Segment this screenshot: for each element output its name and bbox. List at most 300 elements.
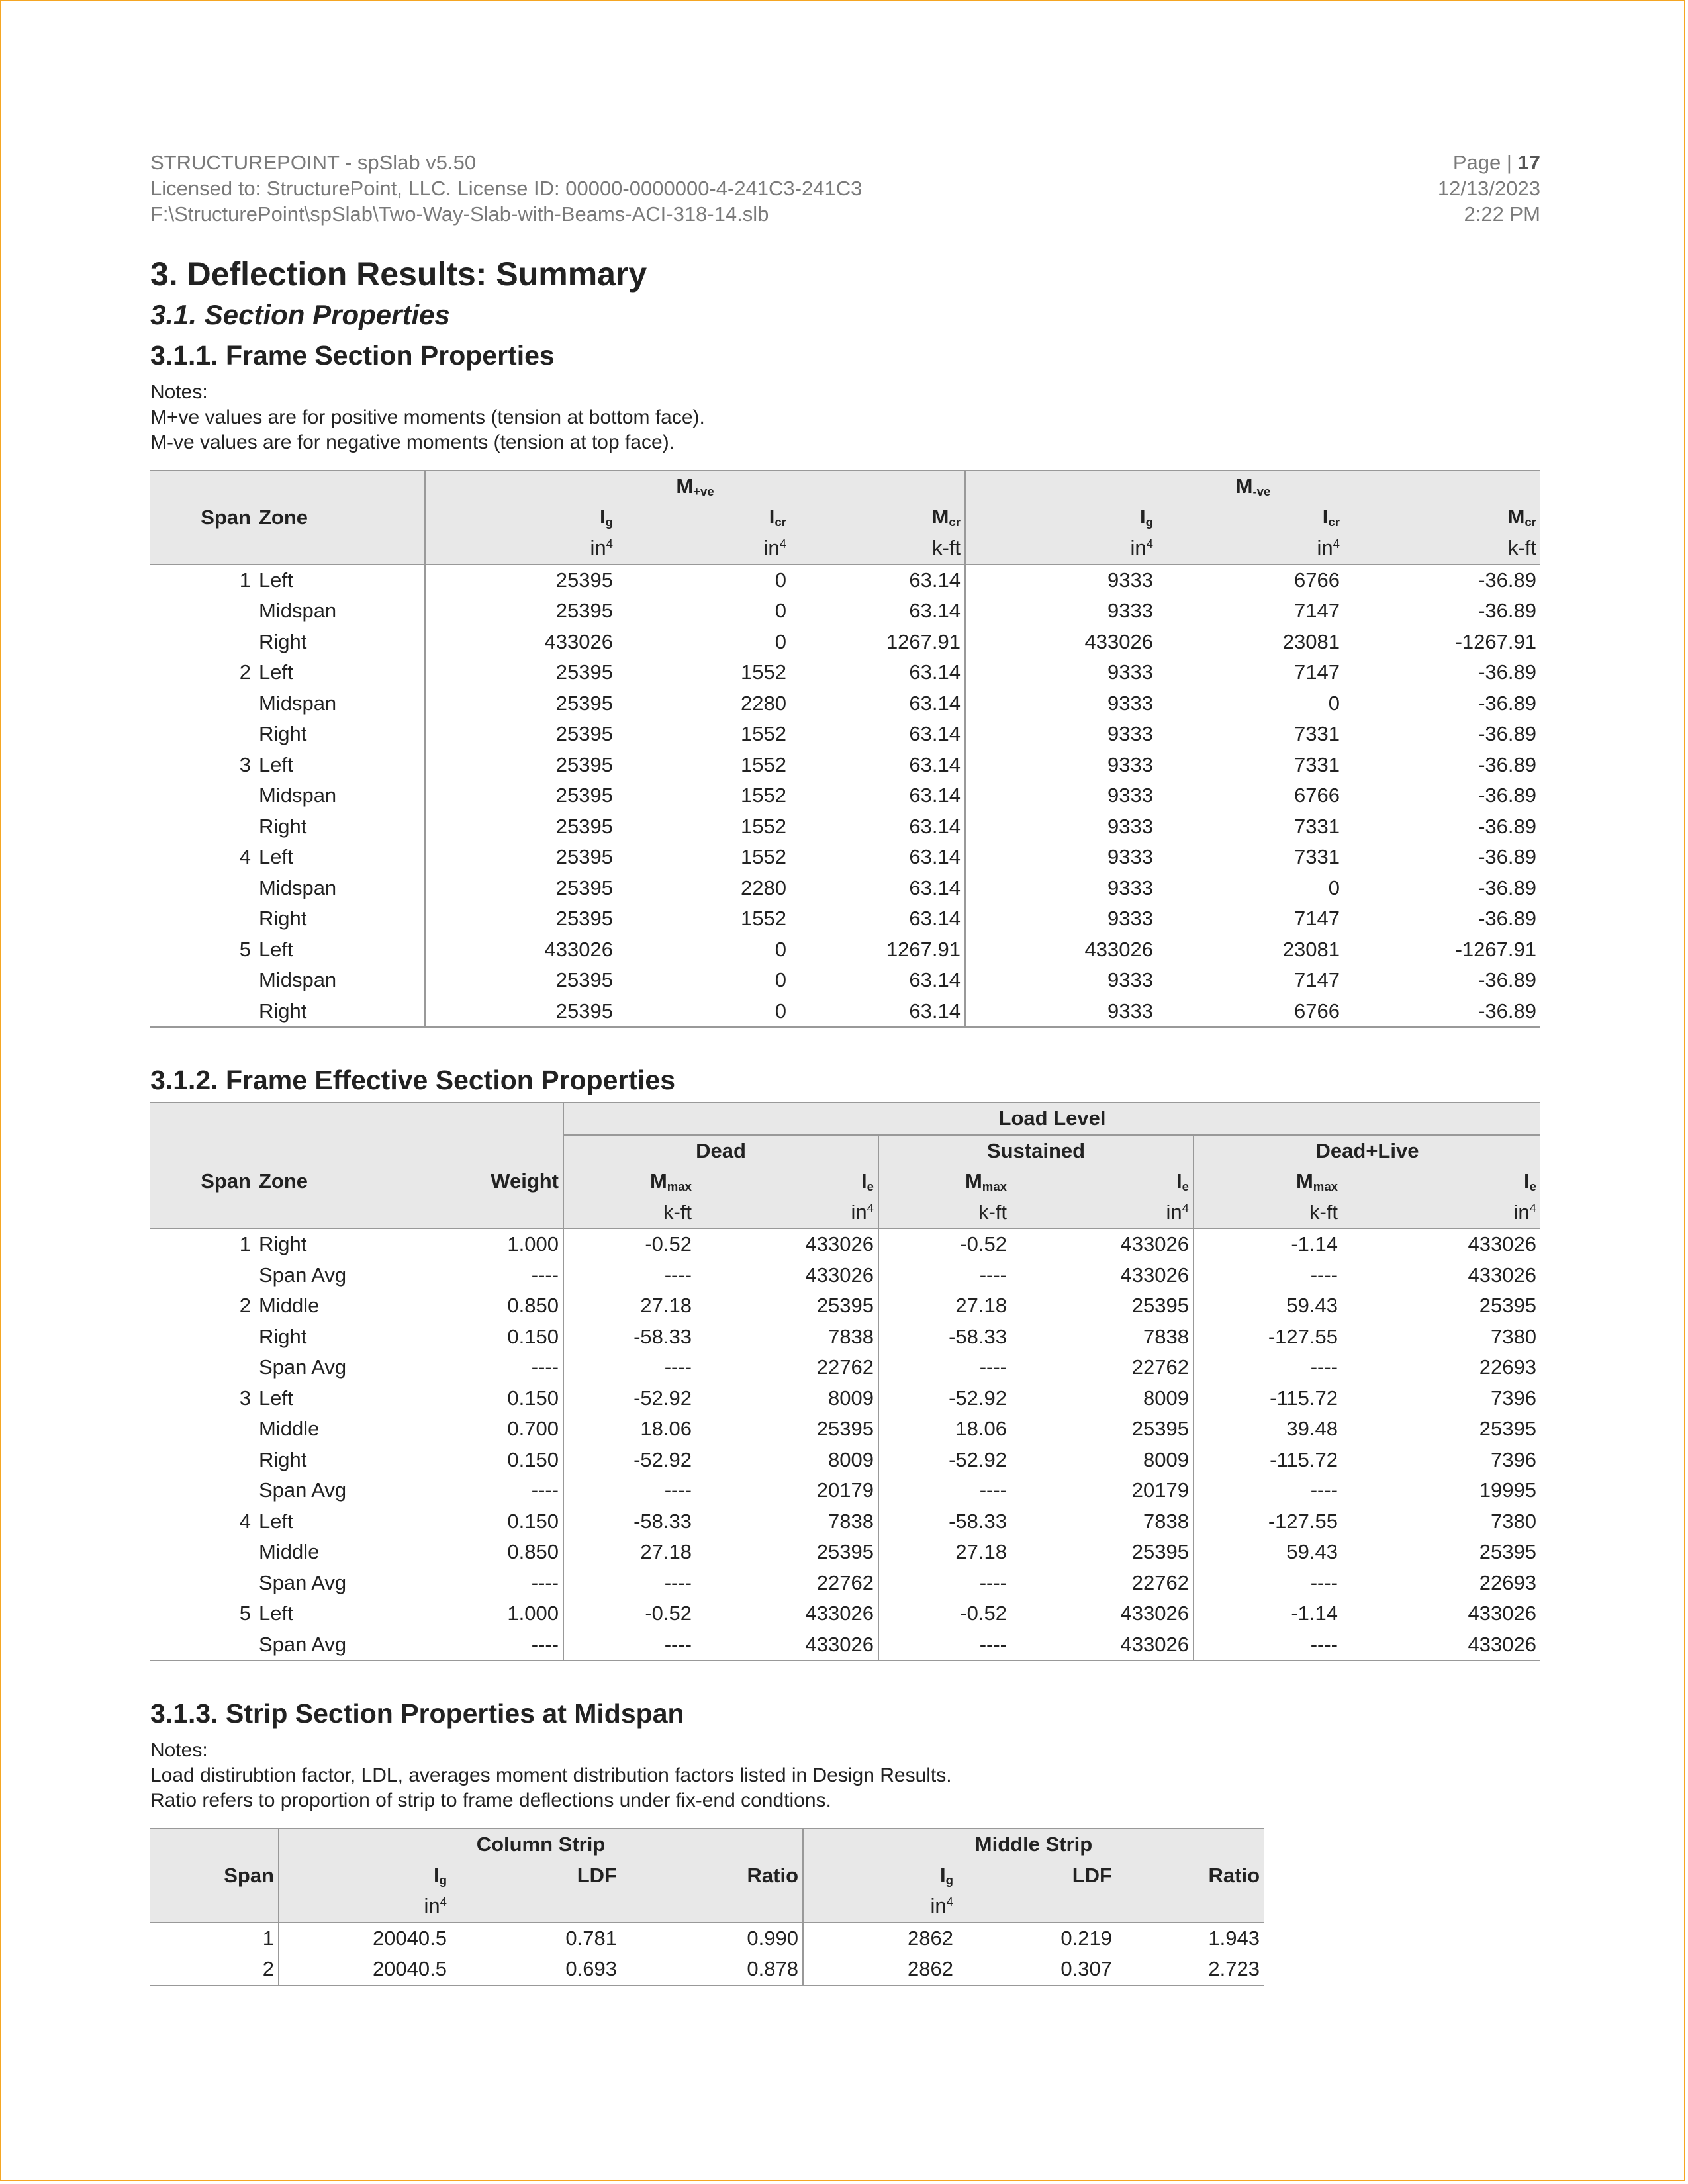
cell-icr-neg: 6766 [1294,784,1340,807]
cell-mcr-pos: 63.14 [909,784,961,807]
cell-mcr-neg: -36.89 [1478,660,1536,684]
table-row [150,1629,1540,1661]
content [150,150,1540,1986]
cell-ie-dead: 20179 [816,1479,874,1502]
table-row [150,688,1540,719]
cell-zone: Span Avg [255,1629,399,1661]
header-blank [150,533,255,565]
cell-span [150,1322,255,1353]
cell-span [150,1414,255,1445]
cell-ie-dead: 433026 [805,1232,874,1256]
cell-mcr-pos: 63.14 [909,660,961,684]
cell-mmax-dead: ---- [563,1475,696,1506]
cell-span [150,1352,255,1383]
header-ldf: LDF [451,1860,621,1891]
cell-zone: Middle [259,1417,320,1441]
cell-mmax-dead-live: -1.14 [1194,1228,1342,1260]
cell-mcr-neg: -36.89 [1478,722,1536,746]
section-subtitle: 3.1. Section Properties [150,299,450,330]
cell-mmax-dead: -52.92 [563,1383,696,1414]
cell-mmax-dead: 27.18 [563,1291,696,1322]
cell-mmax-sustained: -52.92 [878,1383,1011,1414]
cell-ig-neg: 433026 [965,934,1157,966]
cell-icr-neg: 0 [1328,691,1340,715]
cell-ie-dead-live: 433026 [1468,1263,1536,1287]
cell-zone: Midspan [259,599,337,623]
unit-in4: $in^4$ [279,1891,451,1923]
table-row [150,1445,1540,1476]
cell-span [150,1568,255,1599]
cell-mcr-neg: -36.89 [1478,784,1536,807]
table-row [150,657,1540,688]
cell-ig-pos: 25395 [425,811,617,842]
cell-mcr-pos: 63.14 [909,599,961,623]
cell-ldf-middle: 0.219 [1060,1926,1112,1950]
note-line: M+ve values are for positive moments (tension at bottom face). [150,406,705,428]
cell-icr-neg: 6766 [1157,996,1344,1028]
cell-ie-sustained: 25395 [1131,1417,1189,1441]
cell-ie-dead: 8009 [828,1447,874,1471]
cell-mmax-dead-live: -127.55 [1194,1322,1342,1353]
table-row [150,811,1540,842]
header-blank [150,1103,255,1135]
cell-ie-sustained: 8009 [1143,1447,1189,1471]
table-row [150,1414,1540,1445]
cell-weight: 0.150 [507,1386,559,1410]
cell-icr-pos: 1552 [741,907,786,931]
cell-weight: ---- [399,1629,563,1661]
cell-ig-neg: 9333 [965,750,1157,781]
cell-ig-neg: 9333 [965,565,1157,596]
note-line: M-ve values are for negative moments (tension at top face). [150,432,675,453]
cell-mcr-neg: -1267.91 [1455,629,1536,653]
cell-ie-sustained: 7838 [1143,1509,1189,1533]
cell-ie-dead-live: 22693 [1479,1355,1536,1379]
cell-zone: Left [259,1386,293,1410]
cell-icr-pos: 0 [774,568,786,592]
cell-zone: Left [259,568,293,592]
table-row [150,842,1540,873]
cell-ig-pos: 25395 [425,780,617,811]
cell-mcr-pos: 63.14 [909,845,961,869]
cell-zone: Right [259,814,307,838]
cell-ig-neg: 9333 [965,596,1157,627]
cell-ig-pos: 25395 [425,965,617,996]
cell-icr-neg: 0 [1328,876,1340,899]
cell-span: 2 [150,1954,279,1985]
cell-mcr-pos: 63.14 [790,996,965,1028]
cell-mmax-dead: -0.52 [563,1228,696,1260]
cell-span: 5 [239,1602,251,1625]
strip-section-table [150,1828,1264,1986]
cell-mmax-dead: -58.33 [563,1322,696,1353]
frame-section-title: 3.1.1. Frame Section Properties [150,340,555,371]
cell-mmax-sustained: -52.92 [878,1445,1011,1476]
cell-mmax-dead-live: 39.48 [1194,1414,1342,1445]
cell-weight: 0.150 [507,1324,559,1348]
cell-mcr-neg: -36.89 [1478,752,1536,776]
cell-mmax-dead: -58.33 [563,1506,696,1537]
unit-in4: $in^4$ [425,533,617,565]
cell-span [150,811,255,842]
strip-section-title: 3.1.3. Strip Section Properties at Midspan [150,1698,684,1729]
header-m-positive: $M_{+ve}$ [425,471,965,502]
cell-mmax-sustained: 27.18 [878,1537,1011,1568]
cell-mmax-dead: ---- [563,1260,696,1291]
header-ig-pos: $I_g$ [425,502,617,533]
cell-zone: Right [259,1324,307,1348]
cell-ie-dead: 433026 [805,1602,874,1625]
cell-mcr-pos: 63.14 [909,814,961,838]
cell-span: 2 [239,660,251,684]
table-row [150,780,1540,811]
cell-span: 1 [262,1926,274,1950]
cell-ie-dead: 25395 [816,1540,874,1564]
header-ratio: Ratio [1116,1860,1264,1891]
effective-section-table [150,1102,1540,1661]
cell-icr-neg: 7331 [1294,814,1340,838]
header-mmax: $M_{max}$ [878,1166,1011,1197]
cell-icr-pos: 0 [617,996,790,1028]
frame-section-notes [150,380,1540,455]
table-row [150,565,1540,596]
cell-mcr-pos: 63.14 [909,876,961,899]
cell-ie-sustained: 25395 [1131,1540,1189,1564]
cell-mmax-dead-live: -1.14 [1194,1598,1342,1629]
header-license: Licensed to: StructurePoint, LLC. License ID: 00000-0000000-4-241C3-241C3 [150,177,863,200]
cell-ratio-column: 0.990 [747,1926,798,1950]
cell-ie-sustained: 433026 [1120,1232,1189,1256]
cell-span [150,903,255,934]
cell-mcr-pos: 63.14 [909,907,961,931]
unit-in4: $in^4$ [803,1891,957,1923]
table-row [150,627,1540,658]
strip-section-notes [150,1738,1540,1813]
cell-ig-neg: 433026 [965,627,1157,658]
cell-ie-dead-live: 433026 [1342,1629,1540,1661]
header-program: STRUCTUREPOINT - spSlab v5.50 [150,151,477,174]
cell-span [150,1537,255,1568]
cell-ie-dead: 433026 [805,1263,874,1287]
cell-ie-dead: 25395 [816,1417,874,1441]
cell-ig-neg: 9333 [965,719,1157,750]
header-mcr-pos: $M_{cr}$ [790,502,965,533]
header-time: 2:22 PM [1464,203,1540,226]
frame-section-table [150,470,1540,1028]
unit-in4: $in^4$ [1011,1197,1194,1229]
cell-mmax-dead: -52.92 [563,1445,696,1476]
cell-zone: Right [259,907,307,931]
page-number-line [1438,150,1540,175]
cell-ig-neg: 9333 [965,688,1157,719]
cell-mcr-pos: 63.14 [909,691,961,715]
effective-section-title: 3.1.2. Frame Effective Section Properties [150,1065,675,1095]
cell-weight: ---- [531,1263,559,1287]
header-icr-neg: $I_{cr}$ [1157,502,1344,533]
table-row [150,1228,1540,1260]
header-sustained: Sustained [878,1135,1194,1167]
cell-ig-neg: 9333 [965,996,1157,1028]
cell-zone: Right [259,629,307,653]
table-row [150,1475,1540,1506]
header-ig: $I_g$ [803,1860,957,1891]
cell-span [150,1445,255,1476]
header-blank [399,1103,563,1135]
cell-ig-neg: 9333 [965,657,1157,688]
cell-mcr-pos: 63.14 [909,568,961,592]
table-row [150,750,1540,781]
table-row [150,596,1540,627]
note-line: Ratio refers to proportion of strip to frame deflections under fix-end condtions. [150,1790,831,1811]
cell-mmax-dead: ---- [563,1352,696,1383]
cell-ie-sustained: 25395 [1131,1294,1189,1318]
cell-ig-pos: 25395 [425,996,617,1028]
cell-ie-dead-live: 7396 [1491,1386,1536,1410]
cell-icr-pos: 1552 [741,814,786,838]
cell-span [150,780,255,811]
cell-span: 1 [239,1232,251,1256]
cell-span [150,719,255,750]
cell-mmax-sustained: ---- [878,1260,1011,1291]
unit-in4: $in^4$ [965,533,1157,565]
table-row [150,1954,1264,1985]
unit-kft: k-ft [1194,1197,1342,1229]
cell-mmax-dead-live: ---- [1194,1260,1342,1291]
cell-zone: Midspan [259,876,337,899]
cell-zone: Left [259,1602,293,1625]
cell-mmax-dead-live: 59.43 [1194,1537,1342,1568]
cell-icr-pos: 1552 [741,845,786,869]
table-row [150,996,1540,1028]
header-ratio: Ratio [621,1860,803,1891]
cell-mmax-dead: -0.52 [563,1598,696,1629]
cell-ig-neg: 9333 [965,965,1157,996]
cell-mcr-neg: -36.89 [1478,599,1536,623]
cell-icr-pos: 1552 [741,660,786,684]
header-blank [255,1103,399,1135]
cell-ig-column: 20040.5 [279,1954,451,1985]
header-dead: Dead [563,1135,878,1167]
cell-mmax-dead-live: -127.55 [1194,1506,1342,1537]
cell-span: 1 [239,568,251,592]
header-column-strip: Column Strip [279,1829,803,1860]
cell-span [150,596,255,627]
cell-ig-neg: 9333 [965,811,1157,842]
cell-ie-sustained: 433026 [1120,1263,1189,1287]
cell-icr-pos: 0 [774,968,786,992]
header-blank [1116,1891,1264,1923]
cell-weight: 0.150 [507,1447,559,1471]
cell-mmax-dead: ---- [563,1629,696,1661]
cell-mmax-dead-live: -115.72 [1194,1445,1342,1476]
cell-ig-middle: 2862 [803,1954,957,1985]
cell-span: 5 [239,937,251,961]
header-blank [150,1891,279,1923]
unit-kft: k-ft [1344,533,1540,565]
cell-zone: Right [259,1232,307,1256]
cell-mmax-sustained: -0.52 [878,1598,1011,1629]
cell-weight: ---- [531,1355,559,1379]
header-span: Span [150,502,255,533]
cell-ig-pos: 25395 [425,688,617,719]
table-row [150,1352,1540,1383]
unit-kft: k-ft [878,1197,1011,1229]
unit-in4: $in^4$ [1157,533,1344,565]
table-row [150,1506,1540,1537]
cell-zone: Left [259,752,293,776]
cell-ig-middle: 2862 [803,1923,957,1954]
cell-mcr-pos: 1267.91 [886,937,961,961]
cell-ldf-middle: 0.307 [957,1954,1116,1985]
cell-mcr-pos: 1267.91 [886,629,961,653]
header-blank [621,1891,803,1923]
cell-zone: Right [259,1447,307,1471]
cell-mmax-sustained: 27.18 [878,1291,1011,1322]
cell-span: 2 [239,1294,251,1318]
header-blank [957,1891,1116,1923]
header-ie: $I_e$ [1342,1166,1540,1197]
cell-ratio-middle: 2.723 [1116,1954,1264,1985]
cell-span [150,688,255,719]
frame-section-body [150,565,1540,1028]
cell-ie-dead: 22762 [816,1570,874,1594]
cell-icr-neg: 7331 [1294,722,1340,746]
header-blank [150,1829,279,1860]
cell-mmax-dead-live: 59.43 [1194,1291,1342,1322]
cell-icr-neg: 23081 [1282,937,1340,961]
cell-icr-neg: 23081 [1282,629,1340,653]
cell-zone: Span Avg [259,1570,347,1594]
cell-weight: 0.850 [507,1540,559,1564]
header-ig: $I_g$ [279,1860,451,1891]
header-blank [255,1135,399,1167]
cell-icr-neg: 7147 [1294,907,1340,931]
cell-mmax-sustained: 18.06 [878,1414,1011,1445]
cell-ig-pos: 25395 [425,565,617,596]
cell-icr-pos: 1552 [741,752,786,776]
cell-zone: Left [259,845,293,869]
cell-mcr-neg: -36.89 [1478,691,1536,715]
cell-mmax-sustained: ---- [878,1629,1011,1661]
cell-mcr-pos: 63.14 [909,752,961,776]
cell-ie-dead-live: 22693 [1479,1570,1536,1594]
header-ie: $I_e$ [696,1166,878,1197]
header-zone: Zone [255,1166,399,1197]
cell-ie-dead: 7838 [828,1509,874,1533]
cell-weight: 1.000 [507,1602,559,1625]
cell-weight: ---- [531,1570,559,1594]
cell-ie-dead-live: 19995 [1479,1479,1536,1502]
header-left [150,150,862,227]
cell-mcr-neg: -36.89 [1478,845,1536,869]
cell-span [150,1629,255,1661]
cell-mcr-neg: -36.89 [1478,876,1536,899]
page-header [150,150,1540,229]
table-row [150,965,1540,996]
cell-ie-dead-live: 433026 [1468,1602,1536,1625]
cell-ie-sustained: 8009 [1143,1386,1189,1410]
header-blank [255,471,425,502]
cell-span [150,1475,255,1506]
cell-weight: 0.850 [507,1294,559,1318]
cell-zone: Middle [259,1294,320,1318]
unit-in4: $in^4$ [617,533,790,565]
cell-zone: Left [259,937,293,961]
cell-mcr-neg: -36.89 [1478,968,1536,992]
header-dead-live: Dead+Live [1194,1135,1540,1167]
cell-mmax-dead-live: ---- [1194,1568,1342,1599]
cell-icr-neg: 7147 [1294,660,1340,684]
cell-ie-dead: 22762 [816,1355,874,1379]
cell-zone: Left [259,1509,293,1533]
cell-span: 3 [239,752,251,776]
table-row [150,1383,1540,1414]
cell-ie-sustained: 22762 [1131,1355,1189,1379]
cell-zone: Right [259,722,307,746]
cell-icr-pos: 0 [774,629,786,653]
cell-ie-dead: 7838 [828,1324,874,1348]
table-row [150,719,1540,750]
cell-mmax-sustained: ---- [878,1568,1011,1599]
header-m-negative: $M_{-ve}$ [965,471,1540,502]
cell-ratio-middle: 1.943 [1208,1926,1260,1950]
unit-kft: k-ft [563,1197,696,1229]
notes-label: Notes: [150,1739,208,1761]
header-mmax: $M_{max}$ [563,1166,696,1197]
unit-in4: $in^4$ [696,1197,878,1229]
header-span: Span [150,1166,255,1197]
cell-icr-neg: 6766 [1294,568,1340,592]
cell-weight: 1.000 [507,1232,559,1256]
header-blank [150,1197,255,1229]
cell-span: 4 [239,845,251,869]
header-ig-neg: $I_g$ [965,502,1157,533]
cell-span [150,996,255,1028]
cell-ig-neg: 9333 [965,842,1157,873]
cell-icr-pos: 0 [774,937,786,961]
cell-span: 3 [239,1386,251,1410]
cell-zone: Span Avg [259,1479,347,1502]
cell-span: 4 [239,1509,251,1533]
cell-icr-neg: 7331 [1294,845,1340,869]
cell-mmax-sustained: ---- [878,1352,1011,1383]
cell-ie-sustained: 433026 [1120,1602,1189,1625]
cell-ig-pos: 25395 [425,842,617,873]
header-ie: $I_e$ [1011,1166,1194,1197]
cell-mcr-pos: 63.14 [909,722,961,746]
cell-zone: Middle [259,1540,320,1564]
cell-icr-neg: 7147 [1294,968,1340,992]
header-mmax: $M_{max}$ [1194,1166,1342,1197]
cell-zone: Left [259,660,293,684]
cell-ig-pos: 25395 [425,719,617,750]
cell-mmax-dead: 18.06 [563,1414,696,1445]
cell-ie-dead-live: 7396 [1491,1447,1536,1471]
cell-mcr-pos: 63.14 [909,968,961,992]
header-span: Span [150,1860,279,1891]
cell-mcr-neg: -36.89 [1344,996,1540,1028]
page-number: 17 [1517,151,1540,174]
cell-zone: Span Avg [259,1263,347,1287]
table-row [150,1568,1540,1599]
cell-mmax-dead-live: ---- [1194,1629,1342,1661]
header-load-level: Load Level [563,1103,1540,1135]
cell-mcr-neg: -36.89 [1478,814,1536,838]
header-date: 12/13/2023 [1437,177,1540,200]
cell-ie-sustained: 433026 [1011,1629,1194,1661]
cell-ig-pos: 25395 [425,903,617,934]
cell-zone: Right [255,996,425,1028]
